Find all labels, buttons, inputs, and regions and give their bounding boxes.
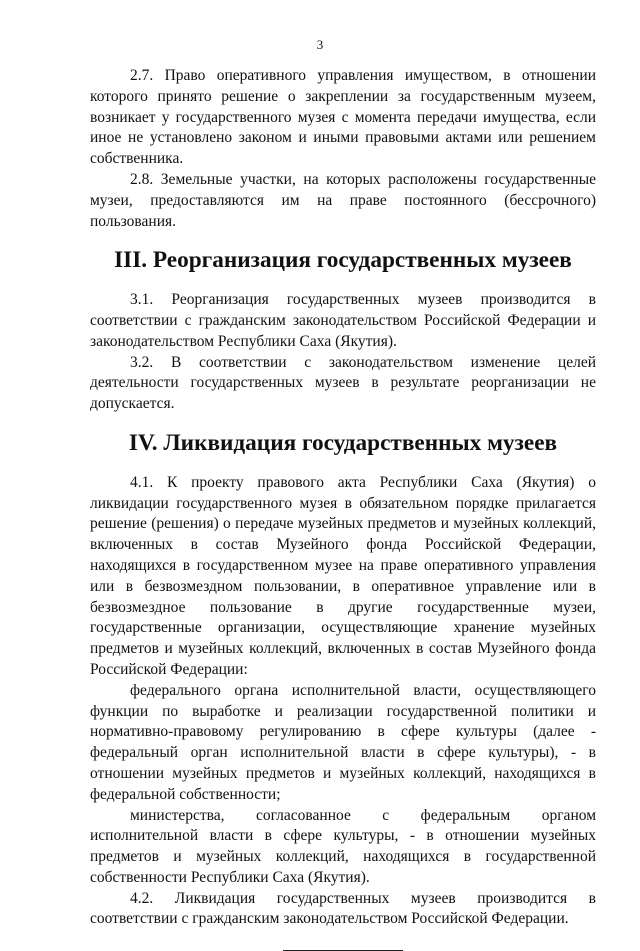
paragraph-2-7: 2.7. Право оперативного управления имуществом, в отношении которого принято решение о закреплении за государственным музеем, возникает у государственного музея с момента передачи имущества, если иное не установлено законом и иными правовыми актами или решением собственника. (90, 67, 596, 168)
section-heading-liquidation: IV. Ликвидация государственных музеев (128, 429, 558, 456)
paragraph-4-1: 4.1. К проекту правового акта Республики Саха (Якутия) о ликвидации государственного музея в обязательном порядке прилагается решение (решения) о передаче музейных предметов и музейных коллекций, включенных в состав Музейного фонда Российской Федерации, находящихся в государственном музее на праве оперативного управления или в безвозмездном пользовании, в оперативное управление или в безвозмездное пользование в другие государственные музеи, государственные организации, осуществляющие хранение музейных предметов и музейных коллекций, включенных в состав Музейного фонда Российской Федерации: (90, 473, 596, 678)
section-heading-reorganization: III. Реорганизация государственных музеев (114, 247, 572, 274)
paragraph-4-1-ministry: министерства, согласованное с федеральным органом исполнительной власти в сфере культуры, - в отношении музейных предметов и музейных коллекций, находящихся в государственной собственности Республики Саха (Якутия). (90, 806, 596, 886)
page-number: 3 (316, 37, 324, 52)
paragraph-2-8: 2.8. Земельные участки, на которых расположены государственные музеи, предоставляются им на праве постоянного (бессрочного) пользования. (90, 170, 596, 230)
paragraph-3-2: 3.2. В соответствии с законодательством изменение целей деятельности государственных музеев в результате реорганизации не допускается. (90, 353, 596, 413)
paragraph-4-1-federal: федерального органа исполнительной власти, осуществляющего функции по выработке и реализации государственной политики и нормативно-правовому регулированию в сфере культуры (далее - федеральный орган исполнительной власти в сфере культуры), - в отношении музейных предметов и музейных коллекций, находящихся в федеральной собственности; (90, 681, 596, 803)
paragraph-3-1: 3.1. Реорганизация государственных музеев производится в соответствии с гражданским законодательством Российской Федерации и законодательством Республики Саха (Якутия). (90, 291, 596, 350)
document-body (90, 66, 596, 951)
paragraph-4-2: 4.2. Ликвидация государственных музеев производится в соответствии с гражданским законодательством Российской Федерации. (90, 889, 596, 928)
